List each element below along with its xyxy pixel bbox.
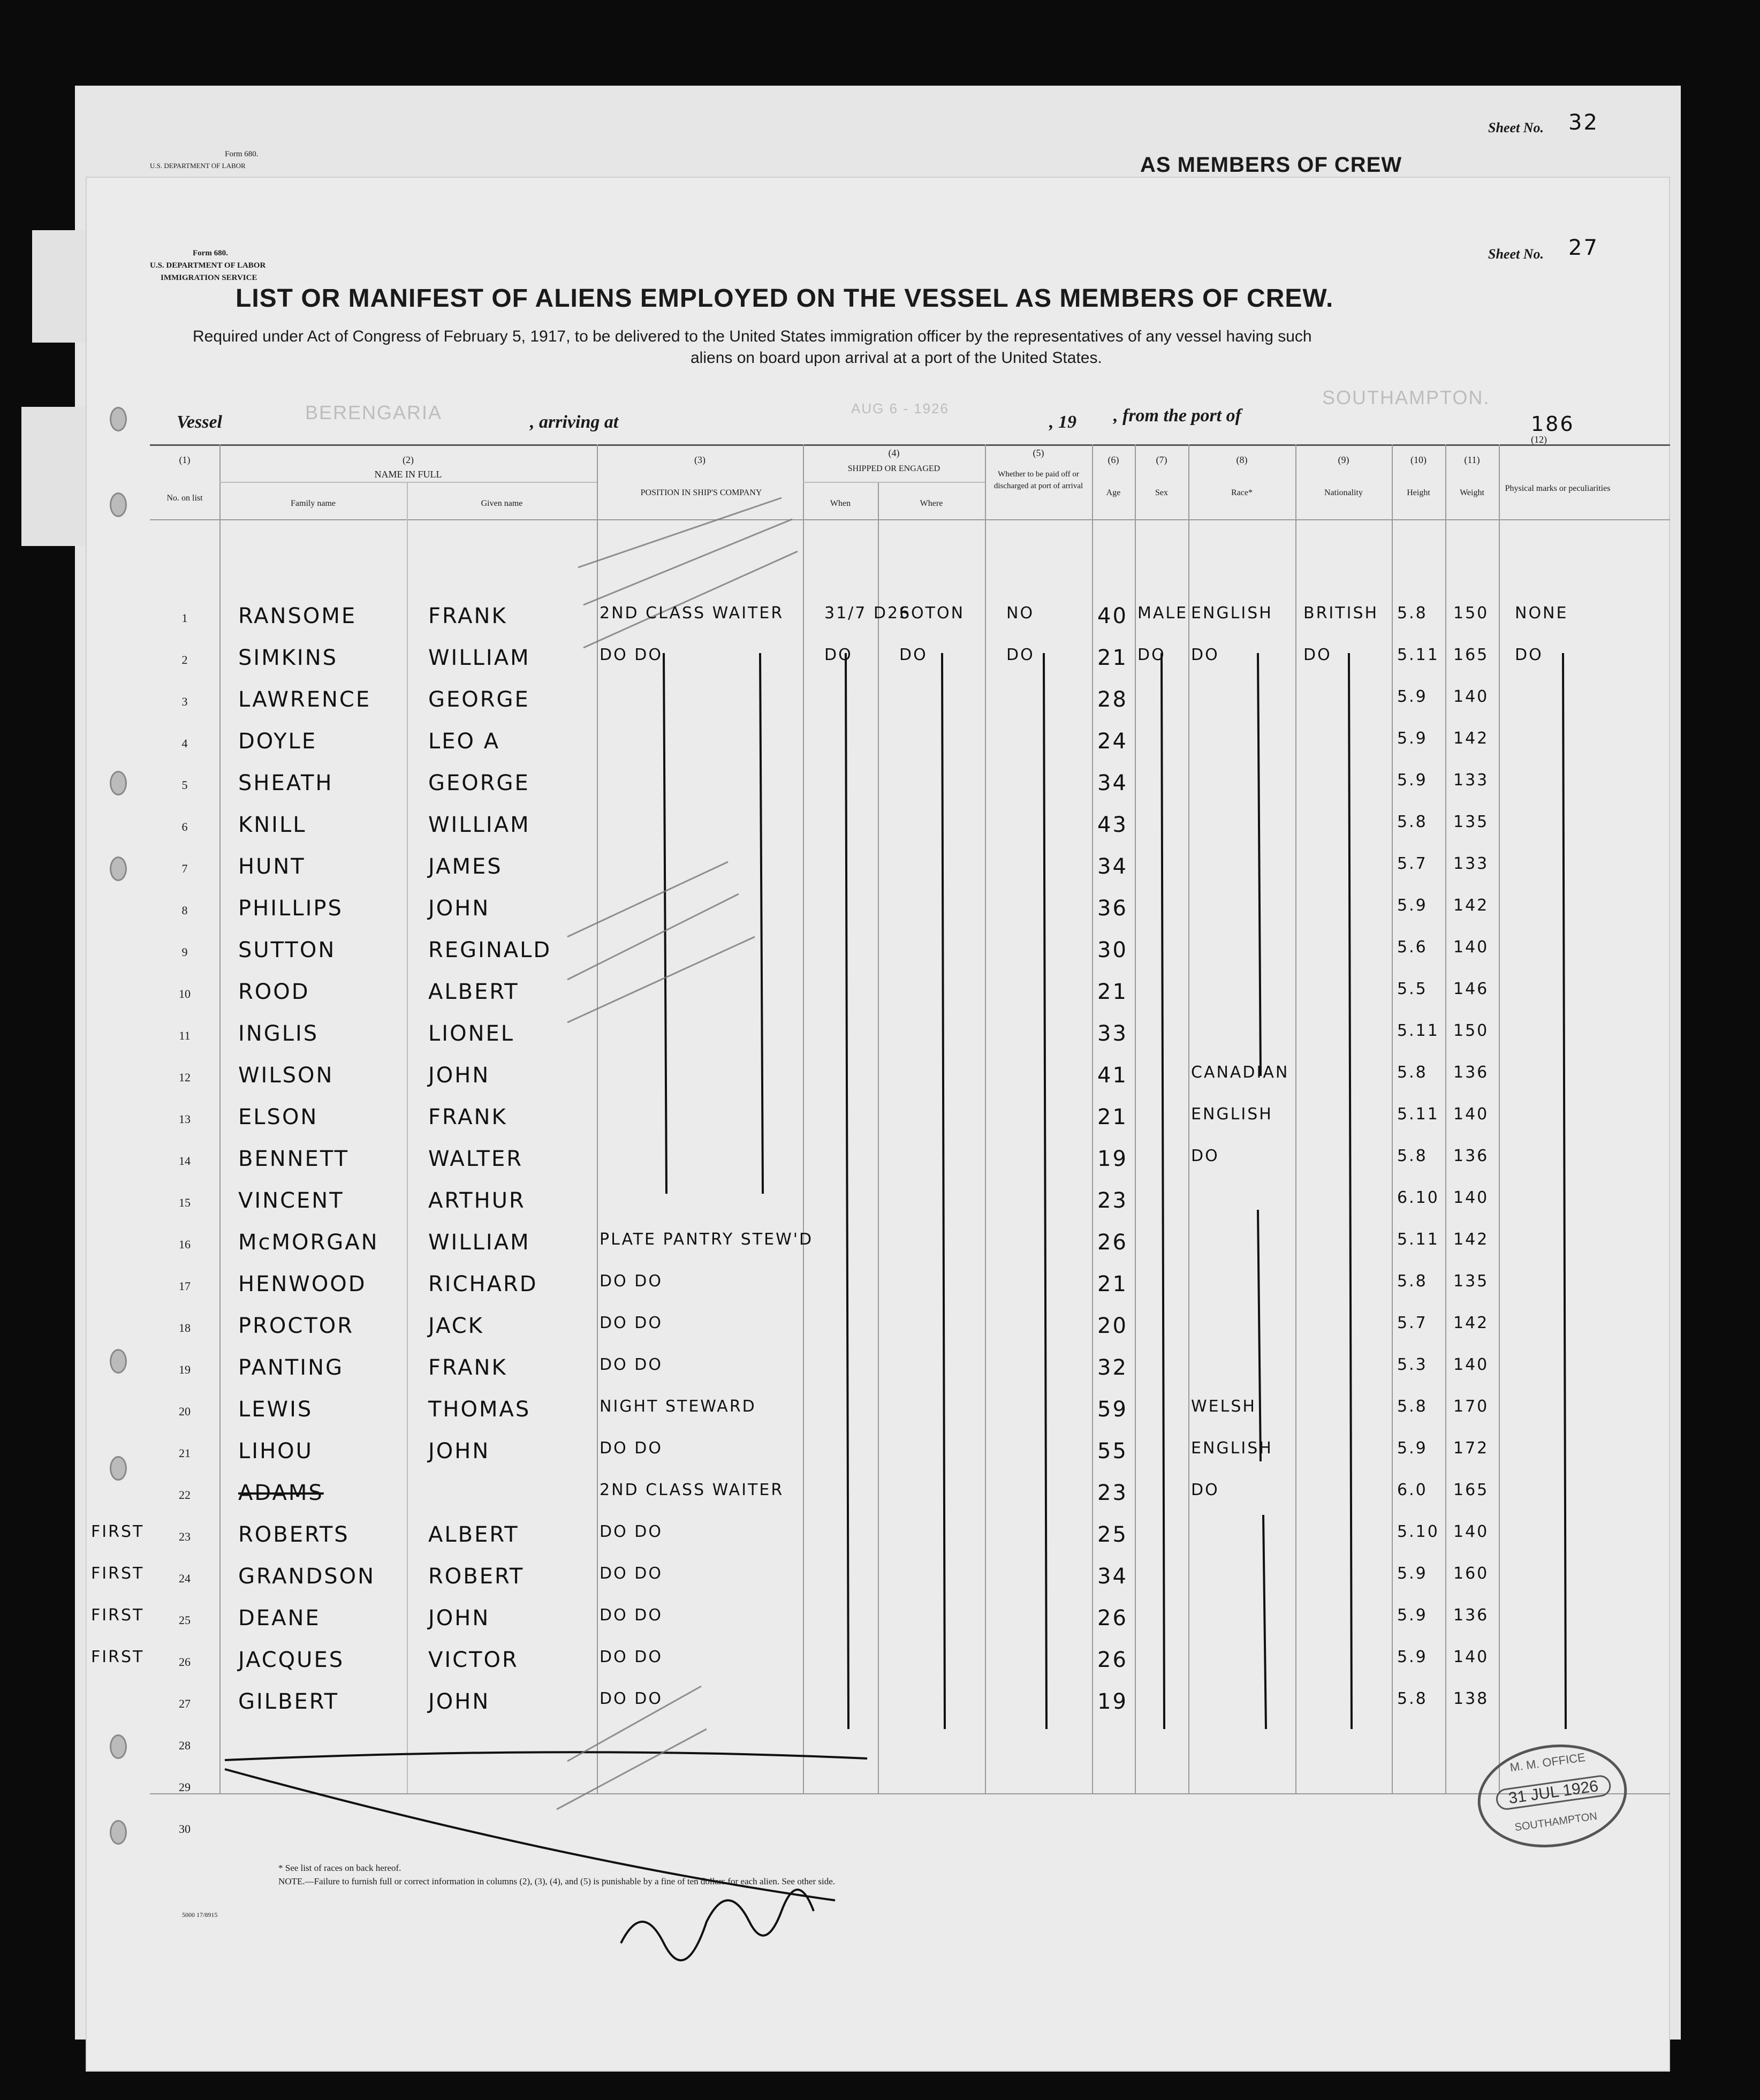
- row-number: 2: [181, 653, 188, 666]
- given-name: RICHARD: [428, 1272, 538, 1297]
- row-number: 13: [179, 1112, 191, 1126]
- weight: 135: [1453, 813, 1489, 831]
- crew-row: [86, 1435, 1670, 1476]
- row-number: 19: [179, 1363, 191, 1376]
- back-sheet-number: 32: [1568, 110, 1599, 135]
- crew-row: [86, 1351, 1670, 1393]
- col3-header: POSITION IN SHIP'S COMPANY: [640, 488, 762, 497]
- age: 36: [1097, 896, 1128, 921]
- manifest-subtitle-2: aliens on board upon arrival at a port of the United States.: [691, 349, 1102, 367]
- crew-row: [86, 1727, 1670, 1769]
- col12-header: Physical marks or peculiarities: [1505, 484, 1611, 493]
- height: 5.3: [1397, 1355, 1428, 1374]
- age: 26: [1097, 1230, 1128, 1255]
- row-number: 16: [179, 1238, 191, 1251]
- crew-row: [86, 892, 1670, 934]
- age: 32: [1097, 1355, 1128, 1380]
- nationality: BRITISH: [1303, 604, 1379, 623]
- col5-header: Whether to be paid off or discharged at port of arrival: [993, 470, 1083, 490]
- punch-hole: [110, 856, 127, 881]
- height: 5.9: [1397, 729, 1428, 748]
- race: ENGLISH: [1191, 1439, 1273, 1458]
- stamp-date: 31 JUL 1926: [1495, 1774, 1612, 1811]
- given-name: WILLIAM: [428, 813, 530, 837]
- col1-header: No. on list: [166, 494, 203, 503]
- height: 5.9: [1397, 1439, 1428, 1458]
- row-number: 25: [179, 1613, 191, 1627]
- height: 5.8: [1397, 1272, 1428, 1291]
- crew-row: [86, 1017, 1670, 1059]
- row-number: 28: [179, 1739, 191, 1752]
- punch-hole: [110, 1734, 127, 1759]
- row-number: 29: [179, 1780, 191, 1794]
- crew-row: [86, 1142, 1670, 1184]
- race: CANADIAN: [1191, 1063, 1289, 1082]
- margin-note: FIRST: [91, 1606, 145, 1625]
- col2-number: (2): [403, 454, 414, 465]
- family-name: SUTTON: [238, 938, 336, 962]
- paid-off: DO: [1006, 646, 1035, 664]
- race: DO: [1191, 1481, 1219, 1499]
- sex: MALE: [1137, 604, 1188, 623]
- height: 5.9: [1397, 896, 1428, 915]
- weight: 136: [1453, 1063, 1489, 1082]
- given-name: JOHN: [428, 1063, 490, 1088]
- weight: 165: [1453, 1481, 1489, 1499]
- given-name: VICTOR: [428, 1648, 519, 1672]
- age: 41: [1097, 1063, 1128, 1088]
- back-title-fragment: AS MEMBERS OF CREW: [1140, 153, 1402, 177]
- penalty-note: NOTE.—Failure to furnish full or correct information in columns (2), (3), (4), and (5) is punishable by a fine of ten dollars for each alien. See other side.: [278, 1876, 836, 1886]
- col10-number: (10): [1410, 454, 1427, 465]
- weight: 150: [1453, 1021, 1489, 1040]
- given-name: ALBERT: [428, 980, 519, 1004]
- punch-hole: [110, 1820, 127, 1845]
- col8-header: Race*: [1231, 488, 1253, 497]
- crew-row: [86, 1101, 1670, 1142]
- position: DO DO: [600, 646, 663, 664]
- col2b-header: Given name: [481, 499, 523, 508]
- family-name: KNILL: [238, 813, 307, 837]
- port-name: SOUTHAMPTON.: [1322, 386, 1490, 408]
- height: 5.11: [1397, 1230, 1439, 1249]
- race: DO: [1191, 646, 1219, 664]
- weight: 133: [1453, 771, 1489, 790]
- height: 5.9: [1397, 687, 1428, 706]
- given-name: GEORGE: [428, 771, 530, 795]
- position: DO DO: [600, 1439, 663, 1458]
- crew-row: [86, 850, 1670, 892]
- row-number: 5: [181, 778, 188, 792]
- weight: 170: [1453, 1397, 1489, 1416]
- row-number: 14: [179, 1154, 191, 1167]
- crew-row: [86, 725, 1670, 767]
- margin-note: FIRST: [91, 1564, 145, 1583]
- height: 5.6: [1397, 938, 1428, 957]
- age: 23: [1097, 1481, 1128, 1505]
- age: 30: [1097, 938, 1128, 962]
- height: 5.8: [1397, 813, 1428, 831]
- age: 20: [1097, 1314, 1128, 1338]
- row-number: 18: [179, 1321, 191, 1335]
- crew-row: [86, 1769, 1670, 1810]
- weight: 140: [1453, 1355, 1489, 1374]
- age: 21: [1097, 1105, 1128, 1129]
- weight: 140: [1453, 1522, 1489, 1541]
- height: 5.9: [1397, 1606, 1428, 1625]
- given-name: THOMAS: [428, 1397, 531, 1422]
- height: 5.11: [1397, 646, 1439, 664]
- given-name: ROBERT: [428, 1564, 525, 1589]
- row-number: 4: [181, 737, 188, 750]
- given-name: GEORGE: [428, 687, 530, 712]
- row-number: 1: [181, 611, 188, 625]
- weight: 140: [1453, 938, 1489, 957]
- arrival-date-stamp: AUG 6 - 1926: [851, 400, 949, 416]
- position: DO DO: [600, 1689, 663, 1708]
- col6-number: (6): [1107, 454, 1119, 465]
- given-name: JOHN: [428, 896, 490, 921]
- row-number: 9: [181, 945, 188, 959]
- manifest-sheet: [86, 177, 1670, 2072]
- col10-header: Height: [1407, 488, 1430, 497]
- given-name: FRANK: [428, 1355, 507, 1380]
- col11-number: (11): [1464, 454, 1480, 465]
- row-number: 3: [181, 695, 188, 708]
- print-code: 5000 17/8915: [182, 1911, 218, 1919]
- back-form-label: Form 680.: [225, 150, 259, 158]
- row-number: 11: [179, 1029, 191, 1042]
- height: 5.8: [1397, 1689, 1428, 1708]
- col4a-header: When: [830, 499, 851, 508]
- row-number: 20: [179, 1405, 191, 1418]
- row-number: 22: [179, 1488, 191, 1502]
- height: 5.8: [1397, 1397, 1428, 1416]
- family-name: HENWOOD: [238, 1272, 367, 1297]
- weight: 138: [1453, 1689, 1489, 1708]
- position: DO DO: [600, 1314, 663, 1332]
- row-number: 12: [179, 1071, 191, 1084]
- crew-row: [86, 1393, 1670, 1435]
- family-name: GILBERT: [238, 1689, 339, 1714]
- crew-row: [86, 1059, 1670, 1101]
- sex: DO: [1137, 646, 1166, 664]
- row-number: 26: [179, 1655, 191, 1669]
- back-sheet-label: Sheet No.: [1488, 120, 1544, 135]
- family-name: RANSOME: [238, 604, 357, 628]
- race: WELSH: [1191, 1397, 1256, 1416]
- col2a-header: Family name: [291, 499, 336, 508]
- col7-header: Sex: [1155, 488, 1168, 497]
- crew-list: [86, 177, 1670, 2072]
- position: DO DO: [600, 1522, 663, 1541]
- given-name: JACK: [428, 1314, 484, 1338]
- crew-row: [86, 767, 1670, 808]
- age: 19: [1097, 1689, 1128, 1714]
- physical-marks: NONE: [1515, 604, 1568, 623]
- family-name: JACQUES: [238, 1648, 345, 1672]
- height: 5.11: [1397, 1021, 1439, 1040]
- punch-hole: [110, 407, 127, 431]
- crew-row: [86, 1268, 1670, 1309]
- weight: 142: [1453, 896, 1489, 915]
- crew-row: [86, 1560, 1670, 1602]
- age: 19: [1097, 1147, 1128, 1171]
- weight: 142: [1453, 1230, 1489, 1249]
- weight: 140: [1453, 1188, 1489, 1207]
- row-number: 30: [179, 1822, 191, 1836]
- crew-row: [86, 1810, 1670, 1852]
- family-name: PANTING: [238, 1355, 344, 1380]
- race: ENGLISH: [1191, 604, 1273, 623]
- height: 5.11: [1397, 1105, 1439, 1124]
- col1-number: (1): [179, 454, 191, 465]
- crew-row: [86, 683, 1670, 725]
- weight: 142: [1453, 729, 1489, 748]
- col3-number: (3): [694, 454, 705, 465]
- weight: 160: [1453, 1564, 1489, 1583]
- col4-header: SHIPPED OR ENGAGED: [847, 464, 940, 473]
- family-name: LAWRENCE: [238, 687, 371, 712]
- age: 34: [1097, 1564, 1128, 1589]
- arriving-label: , arriving at: [530, 412, 619, 432]
- weight: 142: [1453, 1314, 1489, 1332]
- punch-hole: [110, 771, 127, 795]
- manifest-number: 186: [1531, 412, 1575, 436]
- family-name: PROCTOR: [238, 1314, 354, 1338]
- weight: 136: [1453, 1147, 1489, 1165]
- race: DO: [1191, 1147, 1219, 1165]
- col9-number: (9): [1338, 454, 1349, 465]
- col6-header: Age: [1106, 488, 1121, 497]
- position: PLATE PANTRY STEW'D: [600, 1230, 814, 1249]
- position: 2ND CLASS WAITER: [600, 1481, 784, 1499]
- age: 26: [1097, 1648, 1128, 1672]
- given-name: WILLIAM: [428, 646, 530, 670]
- family-name: GRANDSON: [238, 1564, 376, 1589]
- family-name: PHILLIPS: [238, 896, 343, 921]
- crew-row: [86, 1685, 1670, 1727]
- punch-hole: [110, 1456, 127, 1481]
- col4b-header: Where: [920, 499, 943, 508]
- weight: 140: [1453, 1648, 1489, 1666]
- position: NIGHT STEWARD: [600, 1397, 756, 1416]
- family-name: ROBERTS: [238, 1522, 350, 1547]
- paid-off: NO: [1006, 604, 1035, 623]
- family-name: DEANE: [238, 1606, 321, 1631]
- col8-number: (8): [1236, 454, 1248, 465]
- family-name: WILSON: [238, 1063, 334, 1088]
- sheet-tab: [21, 407, 91, 546]
- height: 5.8: [1397, 604, 1428, 623]
- sheet-label: Sheet No.: [1488, 246, 1544, 262]
- from-port-label: , from the port of: [1113, 406, 1241, 426]
- height: 5.9: [1397, 1648, 1428, 1666]
- vessel-name: BERENGARIA: [305, 401, 443, 423]
- age: 26: [1097, 1606, 1128, 1631]
- weight: 140: [1453, 687, 1489, 706]
- col4-number: (4): [888, 448, 900, 458]
- manifest-subtitle-1: Required under Act of Congress of February 5, 1917, to be delivered to the United States immigration officer by the representatives of any vessel having such: [193, 328, 1312, 345]
- vessel-label: Vessel: [177, 412, 222, 432]
- family-name: ROOD: [238, 980, 310, 1004]
- given-name: LIONEL: [428, 1021, 515, 1046]
- sheet-tab: [32, 230, 91, 343]
- stamp-port: SOUTHAMPTON: [1514, 1810, 1598, 1834]
- age: 34: [1097, 771, 1128, 795]
- col9-header: Nationality: [1324, 488, 1363, 497]
- family-name: McMORGAN: [238, 1230, 379, 1255]
- department: U.S. DEPARTMENT OF LABOR: [150, 261, 266, 270]
- row-number: 8: [181, 904, 188, 917]
- given-name: JOHN: [428, 1439, 490, 1464]
- crew-row: [86, 1518, 1670, 1560]
- physical-marks: DO: [1515, 646, 1543, 664]
- race: ENGLISH: [1191, 1105, 1273, 1124]
- crew-row: [86, 808, 1670, 850]
- col7-number: (7): [1156, 454, 1167, 465]
- position: DO DO: [600, 1564, 663, 1583]
- age: 21: [1097, 1272, 1128, 1297]
- age: 23: [1097, 1188, 1128, 1213]
- height: 5.8: [1397, 1147, 1428, 1165]
- sheet-number: 27: [1568, 236, 1599, 260]
- given-name: ARTHUR: [428, 1188, 526, 1213]
- position: DO DO: [600, 1272, 663, 1291]
- given-name: LEO A: [428, 729, 500, 754]
- stamp-office: M. M. OFFICE: [1509, 1750, 1587, 1775]
- weight: 150: [1453, 604, 1489, 623]
- given-name: REGINALD: [428, 938, 552, 962]
- row-number: 27: [179, 1697, 191, 1710]
- height: 6.0: [1397, 1481, 1428, 1499]
- family-name: SHEATH: [238, 771, 333, 795]
- given-name: FRANK: [428, 604, 507, 628]
- family-name: INGLIS: [238, 1021, 319, 1046]
- crew-row: [86, 641, 1670, 683]
- manifest-title: LIST OR MANIFEST OF ALIENS EMPLOYED ON THE VESSEL AS MEMBERS OF CREW.: [236, 284, 1334, 313]
- age: 59: [1097, 1397, 1128, 1422]
- given-name: WILLIAM: [428, 1230, 530, 1255]
- col5-number: (5): [1033, 448, 1044, 458]
- col12-number: (12): [1531, 434, 1547, 445]
- row-number: 15: [179, 1196, 191, 1209]
- family-name: DOYLE: [238, 729, 317, 754]
- row-number: 21: [179, 1446, 191, 1460]
- position: DO DO: [600, 1648, 663, 1666]
- age: 33: [1097, 1021, 1128, 1046]
- weight: 133: [1453, 854, 1489, 873]
- position: DO DO: [600, 1355, 663, 1374]
- height: 6.10: [1397, 1188, 1439, 1207]
- row-number: 10: [179, 987, 191, 1000]
- family-name: ELSON: [238, 1105, 318, 1129]
- margin-note: FIRST: [91, 1522, 145, 1541]
- row-number: 17: [179, 1279, 191, 1293]
- crew-row: [86, 1602, 1670, 1643]
- races-footnote: * See list of races on back hereof.: [278, 1863, 401, 1873]
- weight: 165: [1453, 646, 1489, 664]
- position: DO DO: [600, 1606, 663, 1625]
- height: 5.7: [1397, 854, 1428, 873]
- shipped-when: DO: [824, 646, 853, 664]
- family-name: ADAMS: [238, 1481, 324, 1505]
- col2-header: NAME IN FULL: [374, 469, 442, 480]
- given-name: JOHN: [428, 1689, 490, 1714]
- given-name: WALTER: [428, 1147, 524, 1171]
- age: 21: [1097, 980, 1128, 1004]
- form-number: Form 680.: [193, 249, 228, 257]
- position: 2ND CLASS WAITER: [600, 604, 784, 623]
- nationality: DO: [1303, 646, 1332, 664]
- crew-row: [86, 934, 1670, 975]
- family-name: HUNT: [238, 854, 306, 879]
- crew-row: [86, 975, 1670, 1017]
- given-name: FRANK: [428, 1105, 507, 1129]
- height: 5.5: [1397, 980, 1428, 998]
- family-name: VINCENT: [238, 1188, 344, 1213]
- back-dept-label: U.S. DEPARTMENT OF LABOR: [150, 162, 246, 170]
- year-label: , 19: [1049, 412, 1076, 432]
- height: 5.10: [1397, 1522, 1439, 1541]
- family-name: BENNETT: [238, 1147, 349, 1171]
- age: 25: [1097, 1522, 1128, 1547]
- height: 5.9: [1397, 1564, 1428, 1583]
- row-number: 7: [181, 862, 188, 875]
- age: 43: [1097, 813, 1128, 837]
- family-name: LEWIS: [238, 1397, 313, 1422]
- margin-note: FIRST: [91, 1648, 145, 1666]
- row-number: 6: [181, 820, 188, 833]
- age: 21: [1097, 646, 1128, 670]
- punch-hole: [110, 1349, 127, 1374]
- weight: 146: [1453, 980, 1489, 998]
- row-number: 23: [179, 1530, 191, 1543]
- shipped-where: SOTON: [899, 604, 965, 623]
- age: 34: [1097, 854, 1128, 879]
- age: 40: [1097, 604, 1128, 628]
- given-name: JAMES: [428, 854, 503, 879]
- given-name: ALBERT: [428, 1522, 519, 1547]
- height: 5.8: [1397, 1063, 1428, 1082]
- shipped-when: 31/7 D26: [824, 604, 912, 623]
- weight: 135: [1453, 1272, 1489, 1291]
- crew-row: [86, 600, 1670, 641]
- crew-row: [86, 1184, 1670, 1226]
- crew-row: [86, 1643, 1670, 1685]
- weight: 140: [1453, 1105, 1489, 1124]
- given-name: JOHN: [428, 1606, 490, 1631]
- shipped-where: DO: [899, 646, 928, 664]
- age: 28: [1097, 687, 1128, 712]
- height: 5.9: [1397, 771, 1428, 790]
- punch-hole: [110, 492, 127, 517]
- weight: 172: [1453, 1439, 1489, 1458]
- crew-row: [86, 1476, 1670, 1518]
- family-name: LIHOU: [238, 1439, 313, 1464]
- height: 5.7: [1397, 1314, 1428, 1332]
- col11-header: Weight: [1460, 488, 1484, 497]
- weight: 136: [1453, 1606, 1489, 1625]
- crew-row: [86, 1226, 1670, 1268]
- service: IMMIGRATION SERVICE: [161, 274, 257, 282]
- family-name: SIMKINS: [238, 646, 338, 670]
- age: 24: [1097, 729, 1128, 754]
- row-number: 24: [179, 1572, 191, 1585]
- crew-row: [86, 1309, 1670, 1351]
- age: 55: [1097, 1439, 1128, 1464]
